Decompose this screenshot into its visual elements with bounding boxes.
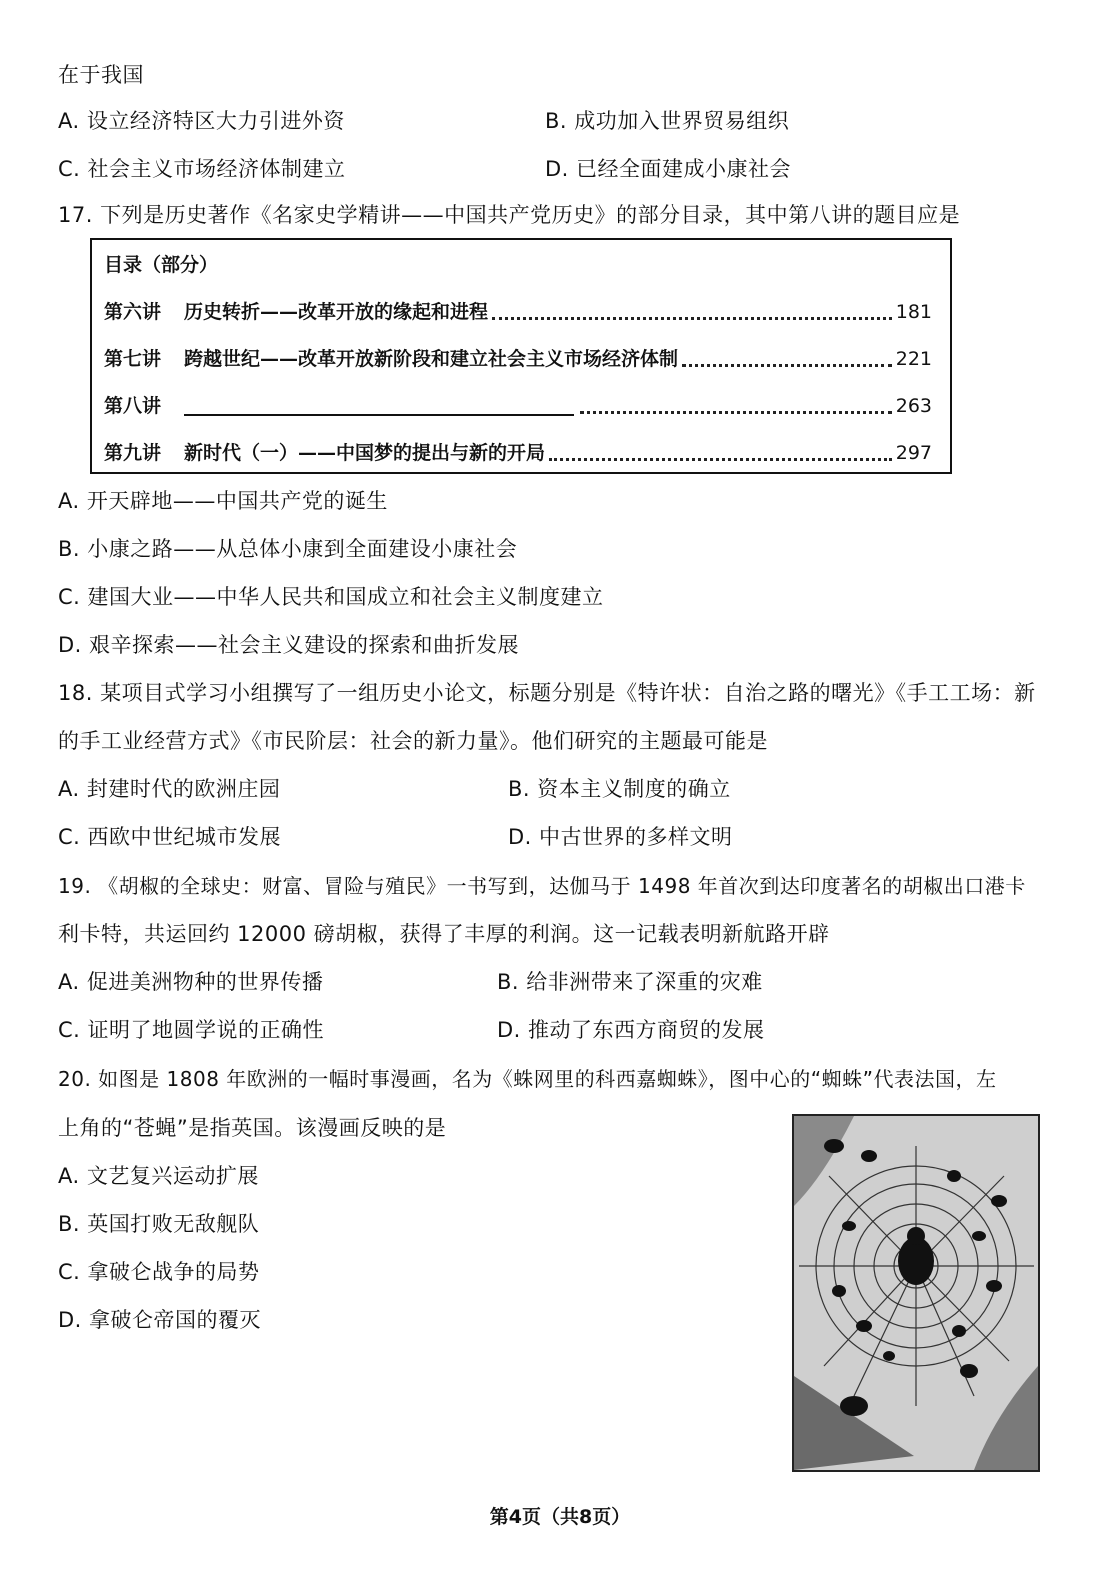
toc-leader-dots <box>492 305 892 320</box>
toc-leader-dots <box>549 446 892 461</box>
spider-web-cartoon-image <box>792 1114 1040 1472</box>
toc-row-6 <box>104 297 932 327</box>
q20-option-a: A. 文艺复兴运动扩展 <box>58 1164 259 1188</box>
toc-title: 新时代（一）——中国梦的提出与新的开局 <box>184 442 546 464</box>
q20-option-c: C. 拿破仑战争的局势 <box>58 1260 260 1284</box>
toc-blank-line <box>184 396 574 416</box>
toc-title: 历史转折——改革开放的缘起和进程 <box>184 301 489 323</box>
toc-leader-dots <box>580 399 892 414</box>
toc-page: 297 <box>895 442 932 464</box>
q18-option-a: A. 封建时代的欧洲庄园 <box>58 777 281 801</box>
toc-num: 第六讲 <box>104 301 162 323</box>
q17-option-c: C. 建国大业——中华人民共和国成立和社会主义制度建立 <box>58 585 604 609</box>
toc-title: 跨越世纪——改革开放新阶段和建立社会主义市场经济体制 <box>184 348 679 370</box>
q16-stem-tail: 在于我国 <box>58 63 144 87</box>
toc-page: 263 <box>895 395 932 417</box>
q16-option-a: A. 设立经济特区大力引进外资 <box>58 109 345 133</box>
q18-stem-line2: 的手工业经营方式》《市民阶层：社会的新力量》。他们研究的主题最可能是 <box>58 729 768 753</box>
toc-leader-dots <box>682 352 892 367</box>
q19-stem-line1: 19. 《胡椒的全球史：财富、冒险与殖民》一书写到，达伽马于 1498 年首次到达印度著名的胡椒出口港卡 <box>58 874 1026 898</box>
q16-option-d: D. 已经全面建成小康社会 <box>545 157 792 181</box>
q16-option-b: B. 成功加入世界贸易组织 <box>545 109 790 133</box>
q19-option-a: A. 促进美洲物种的世界传播 <box>58 970 324 994</box>
q17-stem: 17. 下列是历史著作《名家史学精讲——中国共产党历史》的部分目录，其中第八讲的题目应是 <box>58 203 961 227</box>
toc-heading: 目录（部分） <box>104 254 219 276</box>
q20-option-d: D. 拿破仑帝国的覆灭 <box>58 1308 262 1332</box>
q18-option-d: D. 中古世界的多样文明 <box>508 825 733 849</box>
q19-option-b: B. 给非洲带来了深重的灾难 <box>497 970 763 994</box>
toc-num: 第八讲 <box>104 395 162 417</box>
spider-web-icon <box>794 1116 1038 1470</box>
q20-stem-line1: 20. 如图是 1808 年欧洲的一幅时事漫画，名为《蛛网里的科西嘉蜘蛛》，图中心的“蜘蛛”代表法国，左 <box>58 1067 997 1091</box>
q17-option-b: B. 小康之路——从总体小康到全面建设小康社会 <box>58 537 518 561</box>
q19-option-c: C. 证明了地圆学说的正确性 <box>58 1018 325 1042</box>
toc-page: 181 <box>895 301 932 323</box>
q17-option-d: D. 艰辛探索——社会主义建设的探索和曲折发展 <box>58 633 520 657</box>
q17-option-a: A. 开天辟地——中国共产党的诞生 <box>58 489 388 513</box>
q18-stem-line1: 18. 某项目式学习小组撰写了一组历史小论文，标题分别是《特许状：自治之路的曙光》《手工工场：新 <box>58 681 1036 705</box>
toc-box <box>90 238 952 474</box>
toc-page: 221 <box>895 348 932 370</box>
q18-option-b: B. 资本主义制度的确立 <box>508 777 731 801</box>
toc-row-7 <box>104 344 932 374</box>
q19-option-d: D. 推动了东西方商贸的发展 <box>497 1018 765 1042</box>
q16-option-c: C. 社会主义市场经济体制建立 <box>58 157 346 181</box>
q20-option-b: B. 英国打败无敌舰队 <box>58 1212 260 1236</box>
toc-num: 第七讲 <box>104 348 162 370</box>
q20-stem-line2: 上角的“苍蝇”是指英国。该漫画反映的是 <box>58 1116 447 1140</box>
q18-option-c: C. 西欧中世纪城市发展 <box>58 825 282 849</box>
q19-stem-line2: 利卡特，共运回约 12000 磅胡椒，获得了丰厚的利润。这一记载表明新航路开辟 <box>58 922 830 946</box>
toc-row-9 <box>104 438 932 468</box>
page-footer: 第4页（共8页） <box>489 1506 631 1528</box>
toc-row-8 <box>104 391 932 421</box>
toc-num: 第九讲 <box>104 442 162 464</box>
